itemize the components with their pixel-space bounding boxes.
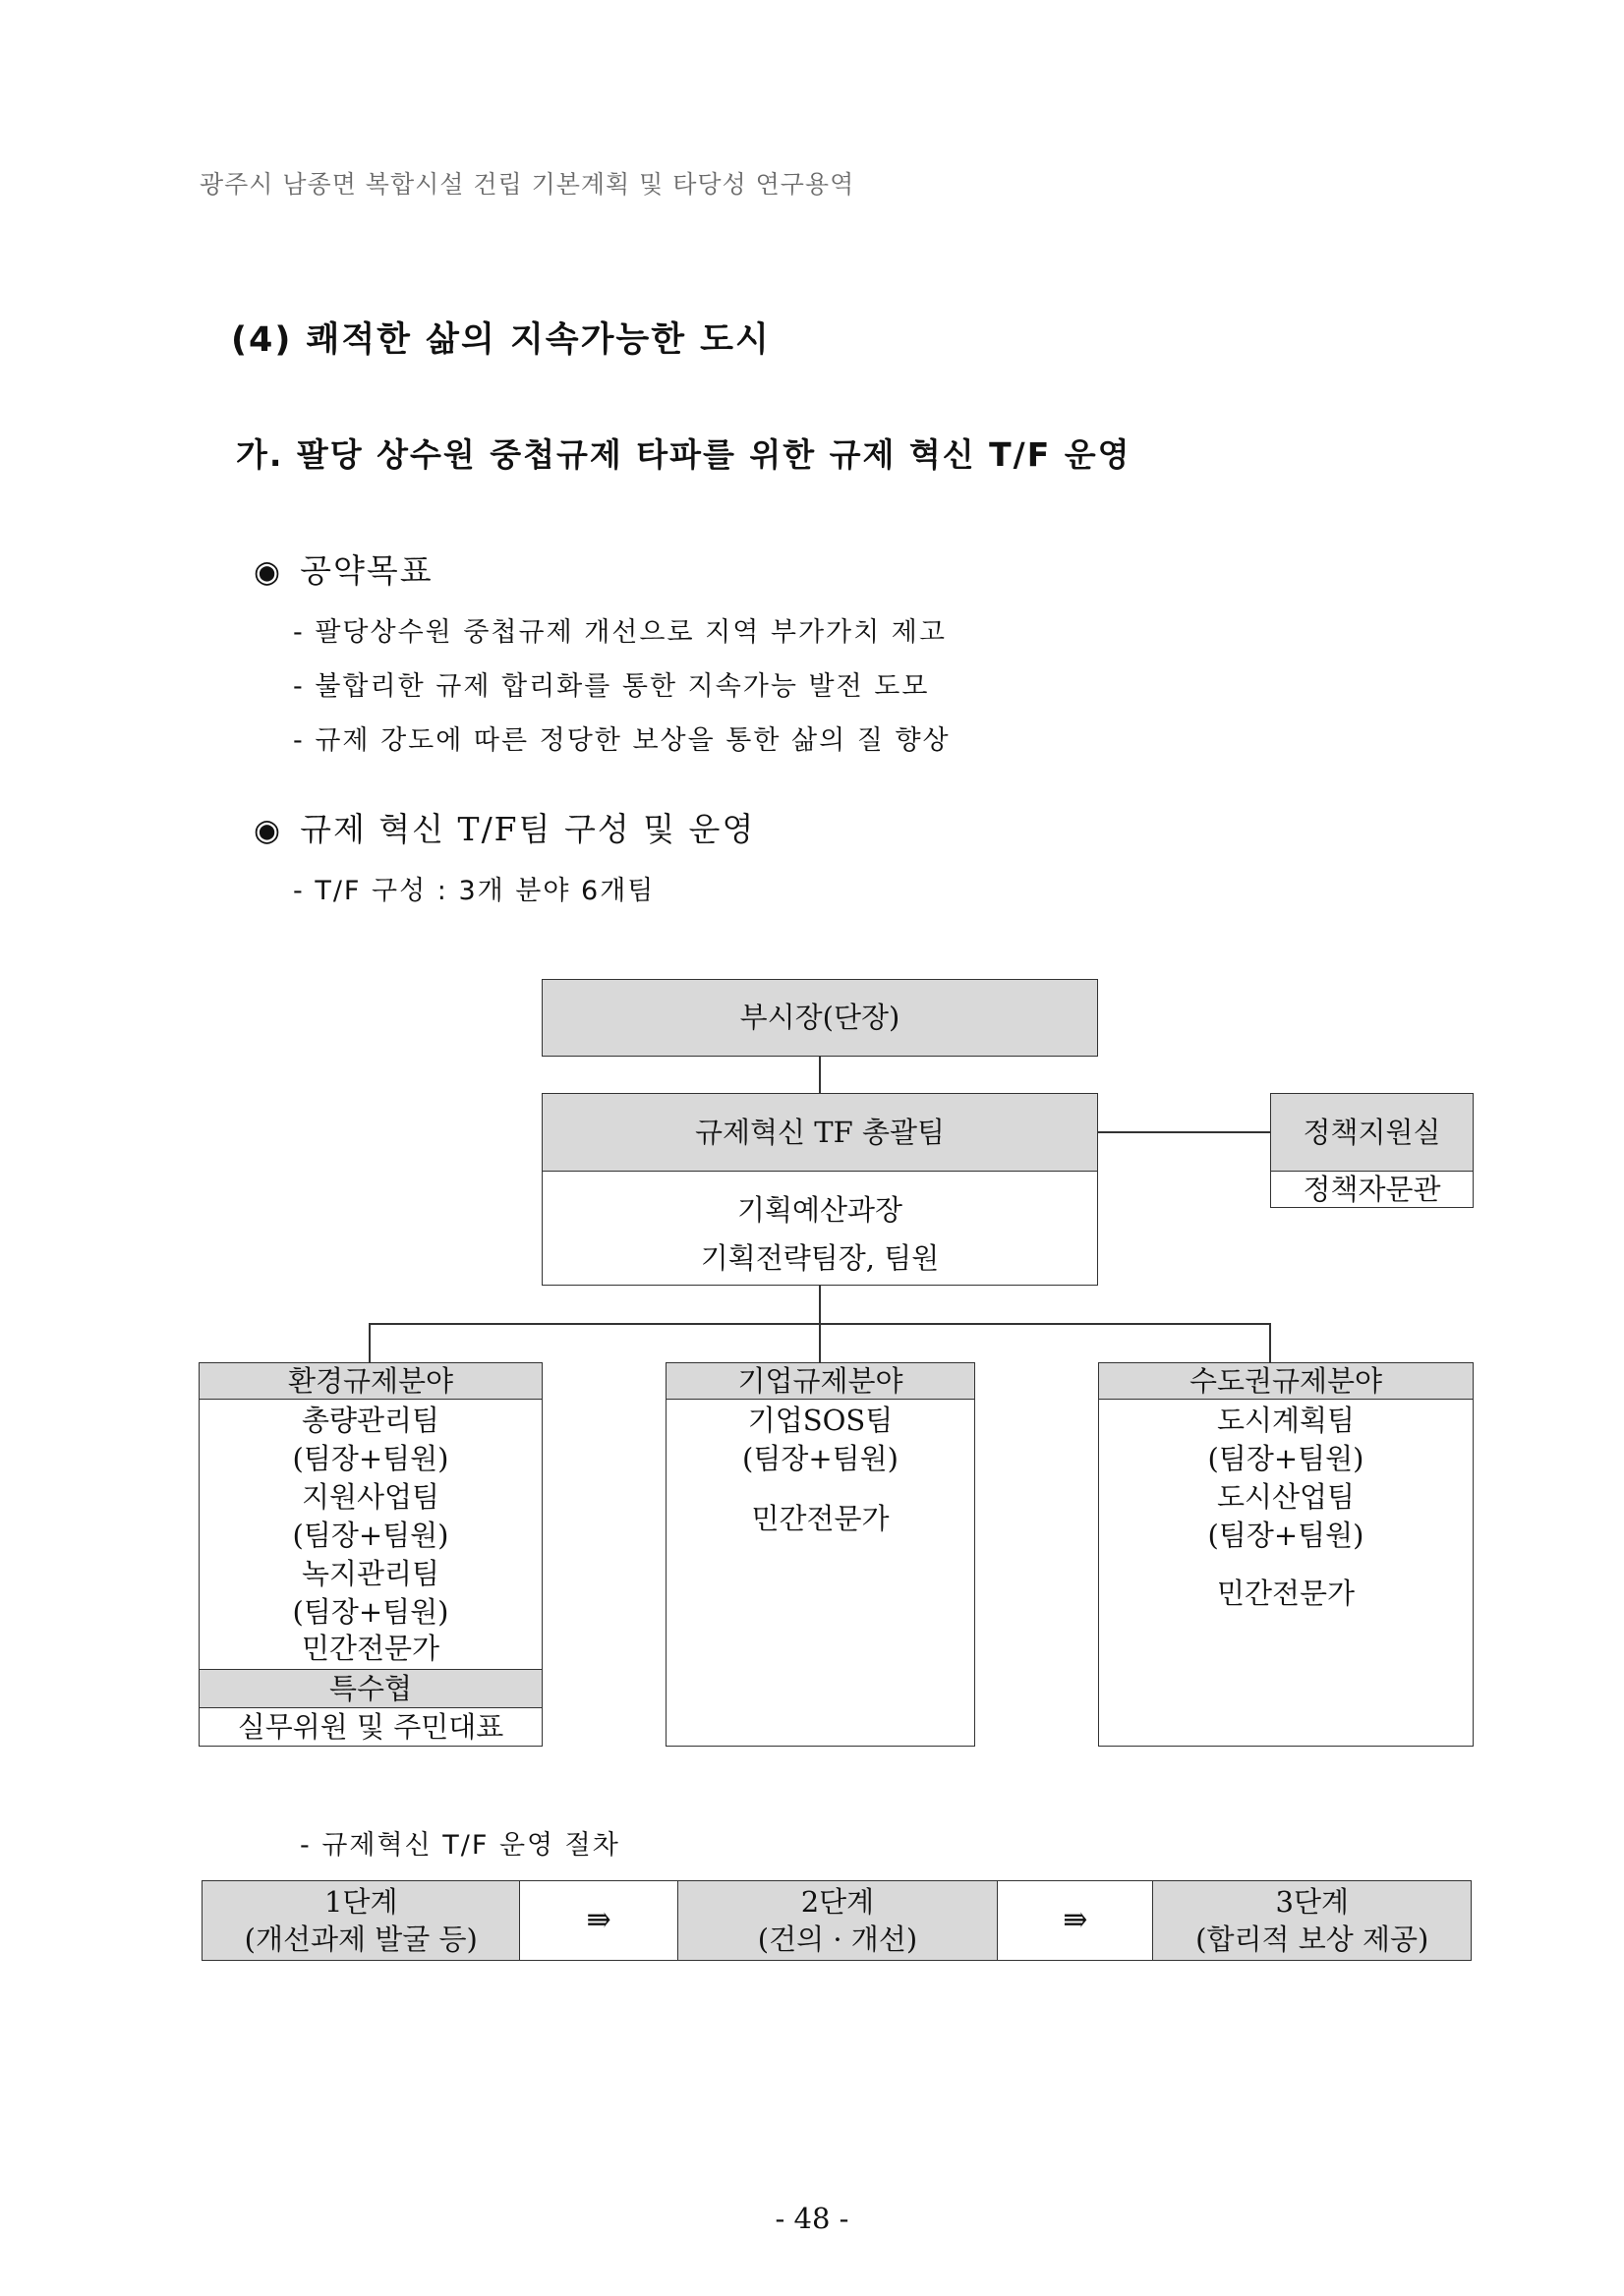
- metro-head: 수도권규제분야: [1099, 1363, 1473, 1400]
- env-sub-head: 특수협: [200, 1669, 542, 1708]
- team-name: 기업SOS팀: [747, 1404, 894, 1437]
- arrow-icon: ⇛: [998, 1881, 1153, 1961]
- org-side-member: 정책자문관: [1303, 1173, 1441, 1206]
- team-name: 지원사업팀: [301, 1480, 440, 1514]
- org-main-box: [542, 1093, 1098, 1286]
- env-sub-line: 실무위원 및 주민대표: [237, 1710, 504, 1744]
- step-desc: (개선과제 발굴 등): [244, 1923, 478, 1956]
- org-side-box: [1270, 1093, 1474, 1208]
- expert: 민간전문가: [301, 1632, 440, 1665]
- bullet-circle-icon: ◉: [254, 554, 283, 590]
- step-desc: (합리적 보상 제공): [1195, 1923, 1429, 1956]
- goal-heading: [254, 545, 434, 592]
- team-name: 녹지관리팀: [301, 1557, 440, 1590]
- connector-line: [819, 1057, 821, 1093]
- goal-item: - 규제 강도에 따른 정당한 보상을 통한 삶의 질 향상: [293, 725, 951, 756]
- team-name: 총량관리팀: [301, 1404, 440, 1437]
- tf-heading: [254, 804, 755, 850]
- step-title: 1단계: [323, 1885, 398, 1919]
- org-side-head: 정책지원실: [1271, 1094, 1473, 1172]
- bullet-circle-icon: ◉: [254, 813, 283, 848]
- metro-box: [1098, 1362, 1474, 1747]
- goal-item: - 팔당상수원 중첩규제 개선으로 지역 부가가치 제고: [293, 617, 947, 648]
- step-desc: (건의 · 개선): [757, 1923, 918, 1956]
- goal-heading-text: 공약목표: [300, 551, 434, 590]
- env-box: [199, 1362, 543, 1747]
- tf-composition: - T/F 구성 : 3개 분야 6개팀: [293, 876, 656, 906]
- org-main-member: 기획전략팀장, 팀원: [700, 1241, 940, 1275]
- team-members: (팀장+팀원): [292, 1595, 449, 1629]
- connector-line: [819, 1286, 821, 1323]
- connector-line: [369, 1323, 371, 1362]
- biz-head: 기업규제분야: [667, 1363, 974, 1400]
- step-2: [677, 1881, 997, 1961]
- step-title: 2단계: [800, 1885, 875, 1919]
- team-name: 도시산업팀: [1216, 1480, 1356, 1514]
- step-3: [1153, 1881, 1472, 1961]
- connector-line: [1098, 1131, 1270, 1133]
- org-top-box: 부시장(단장): [542, 979, 1098, 1057]
- goal-item: - 불합리한 규제 합리화를 통한 지속가능 발전 도모: [293, 671, 930, 702]
- org-main-head: 규제혁신 TF 총괄팀: [543, 1094, 1097, 1172]
- biz-box: [666, 1362, 975, 1747]
- connector-line: [819, 1323, 821, 1362]
- arrow-icon: ⇛: [520, 1881, 677, 1961]
- env-head: 환경규제분야: [200, 1363, 542, 1400]
- expert: 민간전문가: [1216, 1577, 1356, 1610]
- subsection-title: 가. 팔당 상수원 중첩규제 타파를 위한 규제 혁신 T/F 운영: [236, 435, 1131, 474]
- team-members: (팀장+팀원): [292, 1519, 449, 1552]
- team-members: (팀장+팀원): [292, 1442, 449, 1475]
- procedure-label: - 규제혁신 T/F 운영 절차: [300, 1830, 620, 1861]
- step-title: 3단계: [1275, 1885, 1349, 1919]
- team-members: (팀장+팀원): [1207, 1519, 1364, 1552]
- org-main-member: 기획예산과장: [736, 1193, 903, 1227]
- team-members: (팀장+팀원): [742, 1442, 899, 1475]
- running-header: 광주시 남종면 복합시설 건립 기본계획 및 타당성 연구용역: [200, 170, 855, 199]
- team-name: 도시계획팀: [1216, 1404, 1356, 1437]
- page-number: - 48 -: [775, 2202, 849, 2235]
- team-members: (팀장+팀원): [1207, 1442, 1364, 1475]
- section-title: (4) 쾌적한 삶의 지속가능한 도시: [231, 320, 771, 360]
- step-1: [203, 1881, 520, 1961]
- tf-heading-text: 규제 혁신 T/F팀 구성 및 운영: [300, 810, 756, 848]
- expert: 민간전문가: [751, 1502, 890, 1535]
- procedure-table: [202, 1880, 1472, 1961]
- connector-line: [1269, 1323, 1271, 1362]
